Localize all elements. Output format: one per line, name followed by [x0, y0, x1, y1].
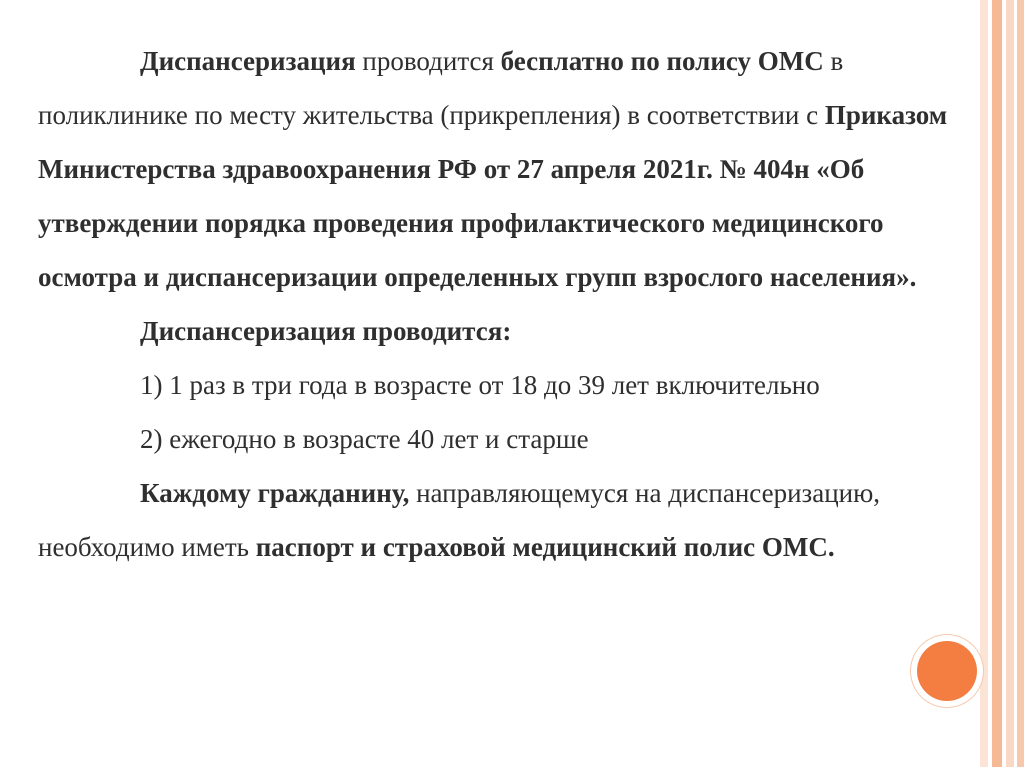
text-bold: Диспансеризация: [140, 46, 356, 76]
text-bold: паспорт и страховой медицинский полис ОМС.: [255, 532, 835, 562]
schedule-heading: [38, 304, 968, 358]
stripe: [1017, 0, 1024, 767]
schedule-item-1: 1) 1 раз в три года в возрасте от 18 до 39 лет включительно: [140, 370, 820, 400]
paragraph-documents: [38, 466, 968, 574]
slide-body: [38, 34, 968, 574]
schedule-item-2: 2) ежегодно в возрасте 40 лет и старше: [140, 424, 589, 454]
text: в поликлинике по месту жительства (прикрепления) в соответствии с: [38, 46, 844, 130]
stripe: [992, 0, 1002, 767]
text: направляющемуся на диспансеризацию, необходимо иметь: [38, 478, 881, 562]
text: проводится: [355, 46, 501, 76]
decorative-stripes: [980, 0, 1024, 767]
orange-circle-icon: [917, 641, 977, 701]
stripe: [980, 0, 988, 767]
text-bold: бесплатно по полису ОМС: [500, 46, 824, 76]
stripe: [1006, 0, 1014, 767]
paragraph-order: [38, 34, 968, 304]
text-bold: Приказом Министерства здравоохранения РФ от 27 апреля 2021г. № 404н «Об утверждении порядка проведения профилактического медицинского осмотра и диспансеризации определенных групп взрослого населения».: [38, 100, 948, 292]
text-bold: Каждому гражданину,: [140, 478, 410, 508]
text-bold: Диспансеризация проводится:: [140, 316, 512, 346]
